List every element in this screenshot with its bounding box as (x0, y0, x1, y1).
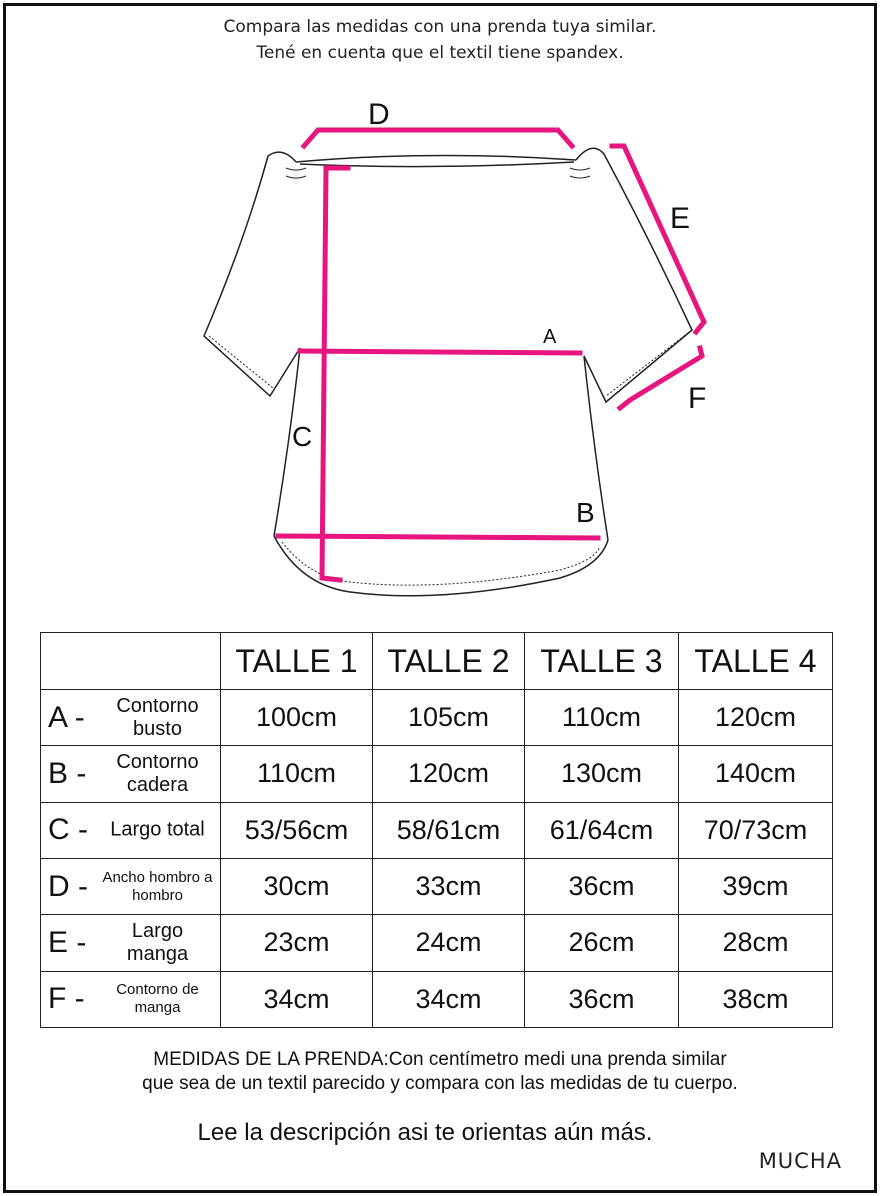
row-label: Contorno de manga (116, 981, 199, 1017)
table-cell: 34cm (373, 971, 525, 1027)
table-cell: 140cm (679, 746, 833, 802)
table-cell: 130cm (525, 746, 679, 802)
table-cell: 53/56cm (221, 802, 373, 858)
table-cell: 110cm (525, 690, 679, 746)
table-cell: 34cm (221, 971, 373, 1027)
row-header-d (41, 858, 221, 914)
row-header-c (41, 802, 221, 858)
table-row (41, 971, 833, 1027)
row-letter: E - (48, 925, 87, 959)
row-letter: B - (48, 756, 87, 790)
brand-logo: MUCHA (758, 1149, 842, 1173)
table-cell: 26cm (525, 915, 679, 971)
table-cell: 28cm (679, 915, 833, 971)
table-cell: 110cm (221, 746, 373, 802)
table-row (41, 802, 833, 858)
label-c: C (292, 421, 313, 452)
table-cell: 58/61cm (373, 802, 525, 858)
table-cell: 23cm (221, 915, 373, 971)
read-description-note: Lee la descripción asi te orientas aún más. (197, 1119, 653, 1146)
measure-line-b (278, 536, 598, 538)
table-cell: 100cm (221, 690, 373, 746)
header-talle-3: TALLE 3 (525, 633, 679, 690)
measure-line-a (300, 351, 580, 353)
label-e: E (670, 202, 691, 235)
table-cell: 70/73cm (679, 802, 833, 858)
row-label: Ancho hombro a hombro (102, 868, 213, 904)
intro-line-2: Tené en cuenta que el textil tiene spandex. (256, 43, 624, 63)
header-talle-1: TALLE 1 (221, 633, 373, 690)
table-cell: 120cm (373, 746, 525, 802)
label-b: B (576, 497, 595, 528)
table-cell: 24cm (373, 915, 525, 971)
instructions-line-2: que sea de un textil parecido y compara con las medidas de tu cuerpo. (142, 1073, 738, 1094)
row-label: Contorno busto (116, 694, 199, 740)
table-row (41, 915, 833, 971)
measure-line-c (322, 168, 348, 580)
size-table (40, 632, 833, 1028)
row-letter: D - (48, 869, 88, 903)
row-header-b (41, 746, 221, 802)
table-cell: 39cm (679, 858, 833, 914)
size-table-header (41, 633, 833, 690)
label-d: D (368, 98, 390, 131)
table-cell: 36cm (525, 858, 679, 914)
row-letter: F - (48, 982, 85, 1016)
row-label: Largo total (110, 818, 205, 841)
table-cell: 36cm (525, 971, 679, 1027)
measurement-instructions (0, 1048, 880, 1096)
table-cell: 105cm (373, 690, 525, 746)
table-row (41, 858, 833, 914)
row-letter: C - (48, 813, 88, 847)
table-row (41, 746, 833, 802)
row-header-a (41, 690, 221, 746)
row-label: Contorno cadera (116, 750, 199, 796)
row-label: Largo manga (126, 919, 189, 965)
header-talle-2: TALLE 2 (373, 633, 525, 690)
label-a: A (543, 326, 557, 348)
measure-line-e (612, 146, 704, 332)
measure-lines (278, 130, 707, 580)
table-cell: 33cm (373, 858, 525, 914)
row-header-e (41, 915, 221, 971)
table-row (41, 690, 833, 746)
header-empty-cell (41, 633, 221, 690)
table-cell: 61/64cm (525, 802, 679, 858)
header-talle-4: TALLE 4 (679, 633, 833, 690)
table-cell: 120cm (679, 690, 833, 746)
measure-line-d (304, 130, 572, 146)
intro-line-1: Compara las medidas con una prenda tuya similar. (223, 17, 657, 37)
table-cell: 30cm (221, 858, 373, 914)
garment-outline (204, 148, 692, 596)
table-cell: 38cm (679, 971, 833, 1027)
row-header-f (41, 971, 221, 1027)
label-f: F (688, 382, 707, 415)
row-letter: A - (48, 700, 85, 734)
instructions-line-1: MEDIDAS DE LA PRENDA:Con centímetro medi una prenda similar (153, 1049, 727, 1070)
